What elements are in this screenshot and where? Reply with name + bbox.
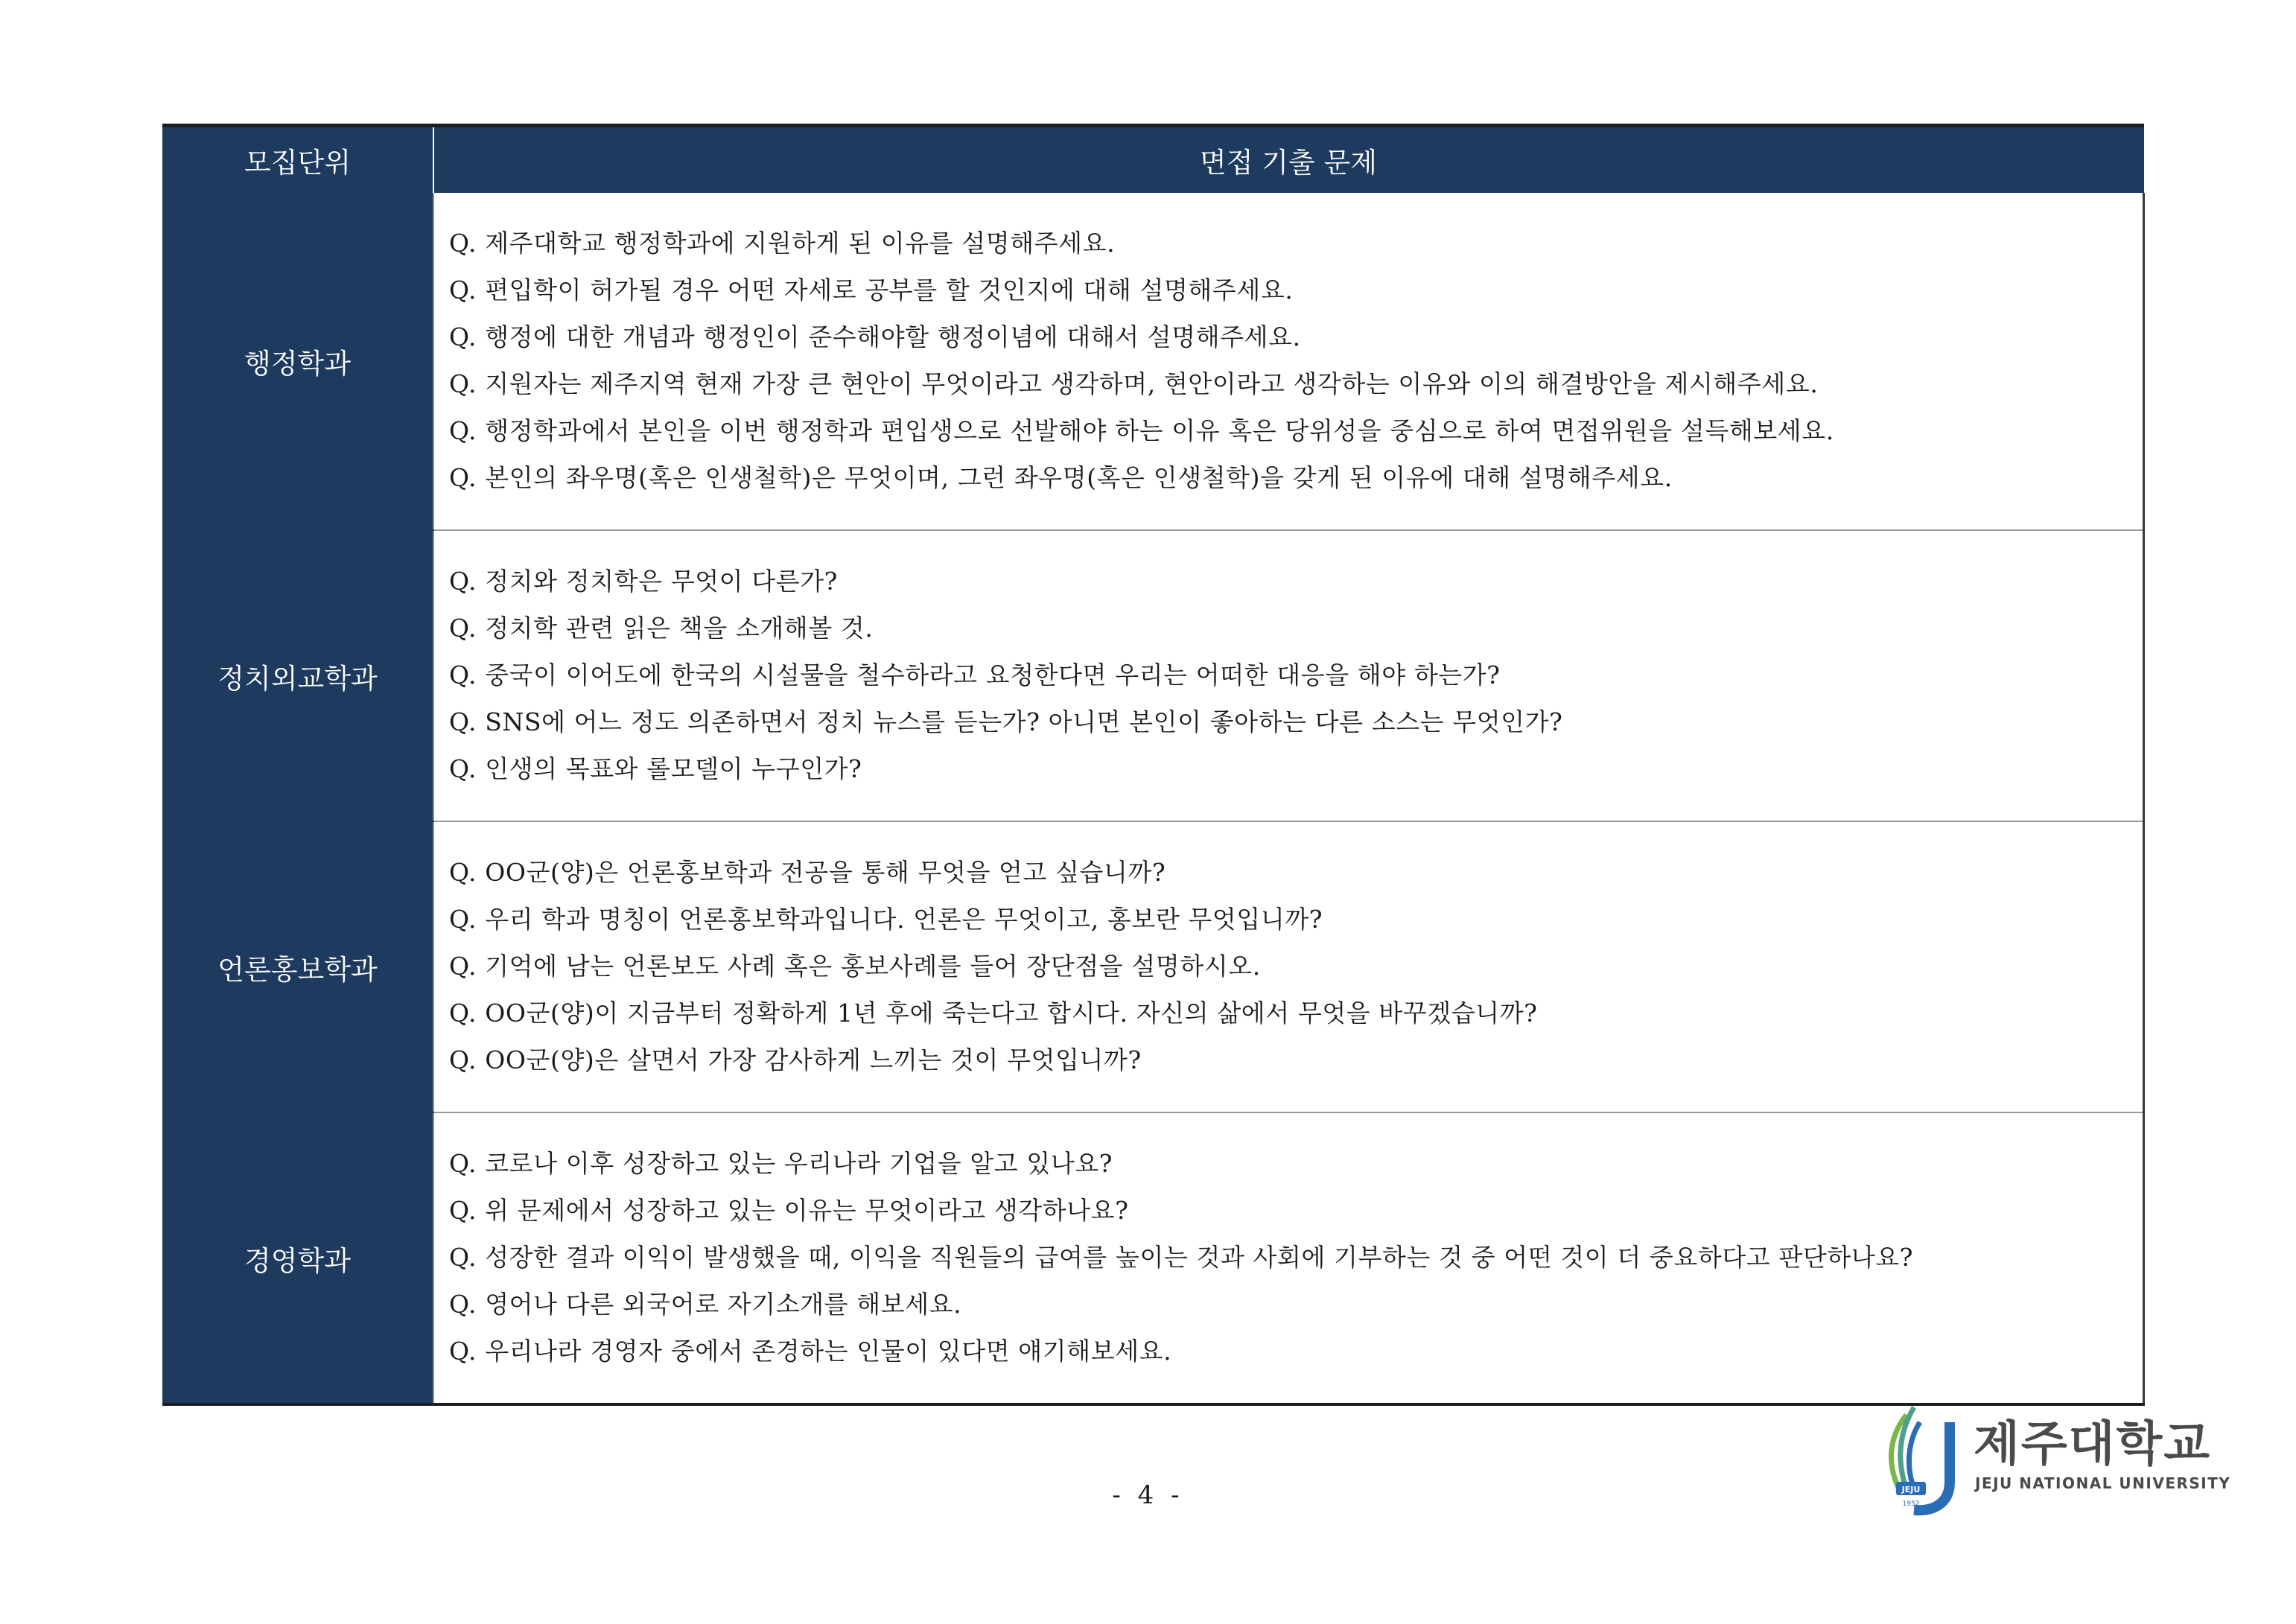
question-item: Q. 기억에 남는 언론보도 사례 혹은 홍보사례를 들어 장단점을 설명하시오. [449, 952, 1261, 981]
header-unit: 모집단위 [162, 126, 433, 194]
question-item: Q. 우리나라 경영자 중에서 존경하는 인물이 있다면 얘기해보세요. [449, 1337, 1172, 1366]
question-item: Q. 코로나 이후 성장하고 있는 우리나라 기업을 알고 있나요? [449, 1149, 1113, 1178]
question-item: Q. 지원자는 제주지역 현재 가장 큰 현안이 무엇이라고 생각하며, 현안이라고 생각하는 이유와 이의 해결방안을 제시해주세요. [449, 369, 1819, 398]
logo-name-english: JEJU NATIONAL UNIVERSITY [1975, 1474, 2231, 1492]
question-item: Q. SNS에 어느 정도 의존하면서 정치 뉴스를 듣는가? 아니면 본인이 좋아하는 다른 소스는 무엇인가? [449, 707, 1563, 736]
question-list [433, 193, 2143, 530]
question-item: Q. 영어나 다른 외국어로 자기소개를 해보세요. [449, 1290, 962, 1319]
question-item: Q. 위 문제에서 성장하고 있는 이유는 무엇이라고 생각하나요? [449, 1196, 1129, 1225]
question-item: Q. 정치와 정치학은 무엇이 다른가? [449, 567, 838, 596]
page-number: - 4 - [1112, 1480, 1184, 1510]
emblem-text: JEJU [1901, 1485, 1921, 1494]
question-item: Q. 제주대학교 행정학과에 지원하게 된 이유를 설명해주세요. [449, 229, 1116, 258]
question-item: Q. 중국이 이어도에 한국의 시설물을 철수하라고 요청한다면 우리는 어떠한 대응을 해야 하는가? [449, 660, 1501, 690]
dept-cell: 언론홍보학과 [162, 821, 433, 1112]
emblem-year: 1952 [1902, 1500, 1920, 1508]
question-item: Q. 본인의 좌우명(혹은 인생철학)은 무엇이며, 그런 좌우명(혹은 인생철학)을 갖게 된 이유에 대해 설명해주세요. [449, 463, 1673, 492]
table-header-row [162, 126, 2143, 194]
interview-questions-table [162, 124, 2145, 1406]
question-item: Q. OO군(양)은 언론홍보학과 전공을 통해 무엇을 얻고 싶습니까? [449, 858, 1166, 887]
question-item: Q. 우리 학과 명칭이 언론홍보학과입니다. 언론은 무엇이고, 홍보란 무엇입니까? [449, 905, 1323, 934]
question-item: Q. OO군(양)은 살면서 가장 감사하게 느끼는 것이 무엇입니까? [449, 1045, 1142, 1074]
table-row-business-administration [162, 1112, 2143, 1404]
question-item: Q. 성장한 결과 이익이 발생했을 때, 이익을 직원들의 급여를 높이는 것과 사회에 기부하는 것 중 어떤 것이 더 중요하다고 판단하나요? [449, 1243, 1914, 1272]
question-list [433, 1112, 2143, 1404]
university-logo [1862, 1400, 2231, 1519]
dept-cell: 행정학과 [162, 193, 433, 530]
question-item: Q. 행정학과에서 본인을 이번 행정학과 편입생으로 선발해야 하는 이유 혹은 당위성을 중심으로 하여 면접위원을 설득해보세요. [449, 416, 1834, 445]
table-row-political-science [162, 530, 2143, 821]
table-row-public-administration [162, 193, 2143, 530]
table-row-media-communication [162, 821, 2143, 1112]
question-item: Q. 인생의 목표와 롤모델이 누구인가? [449, 754, 862, 783]
question-list [433, 530, 2143, 821]
header-questions: 면접 기출 문제 [433, 126, 2143, 194]
dept-cell: 정치외교학과 [162, 530, 433, 821]
question-item: Q. 정치학 관련 읽은 책을 소개해볼 것. [449, 614, 874, 643]
question-list [433, 821, 2143, 1112]
question-item: Q. 편입학이 허가될 경우 어떤 자세로 공부를 할 것인지에 대해 설명해주세요. [449, 276, 1294, 305]
question-item: Q. OO군(양)이 지금부터 정확하게 1년 후에 죽는다고 합시다. 자신의 삶에서 무엇을 바꾸겠습니까? [449, 999, 1538, 1028]
logo-name-korean: 제주대학교 [1974, 1417, 2212, 1472]
question-item: Q. 행정에 대한 개념과 행정인이 준수해야할 행정이념에 대해서 설명해주세요. [449, 322, 1301, 351]
university-emblem-icon [1862, 1400, 1974, 1519]
dept-cell: 경영학과 [162, 1112, 433, 1404]
